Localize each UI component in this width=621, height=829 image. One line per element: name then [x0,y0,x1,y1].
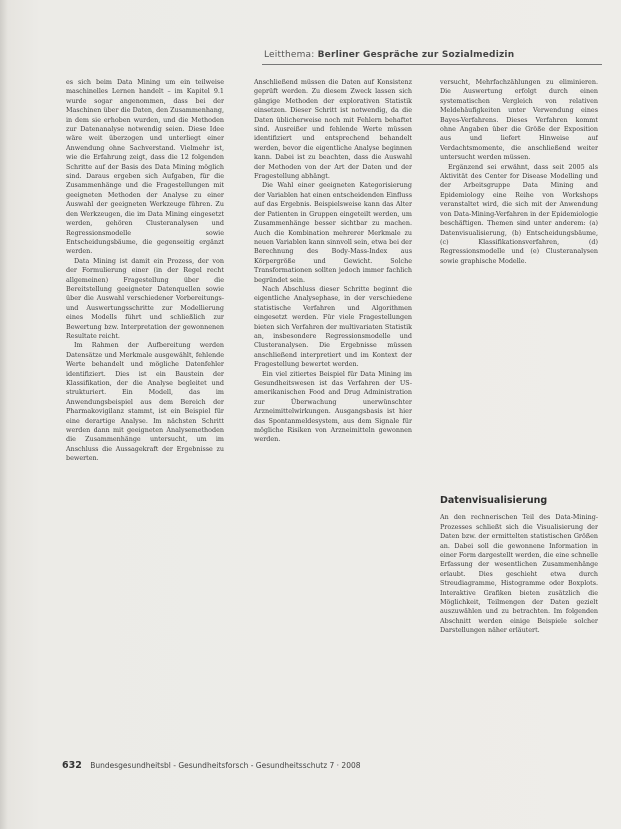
text-column-right [440,78,598,758]
paragraph: Im Rahmen der Aufbereitung werden Datensätze und Merkmale ausgewählt, fehlende Werte behandelt und mögliche Datenfehler identifiziert. Dies ist ein Baustein der Klassifikation, der die Analyse begleitet und strukturiert. Ein Modell, das im Anwendungsbeispiel aus dem Bereich der Pharmakovigilanz stammt, ist ein Beispiel für eine derartige Analyse. Im nächsten Schritt werden dann mit geeigneten Analysemethoden die Zusammenhänge untersucht, um im Anschluss die Aussagekraft der Ergebnisse zu bewerten. [66,341,224,463]
paragraph: es sich beim Data Mining um ein teilweise maschinelles Lernen handelt – im Kapitel 9.1 wurde sogar angenommen, dass bei der Maschinen über die Daten, den Zusammenhang, in dem sie erhoben wurden, und die Methoden zur Datenanalyse notwendig seien. Diese Idee wäre weit überzogen und unterliegt einer Anwendung ohne Sachverstand. Vielmehr ist, wie die Erfahrung zeigt, dass die 12 folgenden Schritte auf der Basis des Data Mining möglich sind. Daraus ergeben sich Aufgaben, für die Zusammenhänge und die Fragestellungen mit geeigneten Methoden der Analyse zu einer Auswahl der geeigneten Werkzeuge führen. Zu den Werkzeugen, die im Data Mining eingesetzt werden, gehören Clusteranalysen und Regressionsmodelle sowie Entscheidungsbäume, die gegenseitig ergänzt werden. [66,78,224,256]
paragraph: Nach Abschluss dieser Schritte beginnt die eigentliche Analysephase, in der verschiedene statistische Verfahren und Algorithmen eingesetzt werden. Für viele Fragestellungen bieten sich Verfahren der multivariaten Statistik an, insbesondere Regressionsmodelle und Clusteranalysen. Die Ergebnisse müssen anschließend interpretiert und im Kontext der Fragestellung bewertet werden. [254,284,412,369]
header-rule [262,64,602,65]
paragraph: Die Wahl einer geeigneten Kategorisierung der Variablen hat einen entscheidenden Einfluss auf das Ergebnis. Beispielsweise kann das Alter der Patienten in Gruppen eingeteilt werden, um Zusammenhänge besser sichtbar zu machen. Auch die Kombination mehrerer Merkmale zu neuen Variablen kann sinnvoll sein, etwa bei der Berechnung des Body-Mass-Index aus Körpergröße und Gewicht. Solche Transformationen sollten jedoch immer fachlich begründet sein. [254,181,412,284]
page-number: 632 [62,760,82,771]
paragraph: Anschließend müssen die Daten auf Konsistenz geprüft werden. Zu diesem Zweck lassen sich gängige Methoden der explorativen Statistik einsetzen. Dieser Schritt ist notwendig, da die Daten üblicherweise noch mit Fehlern behaftet sind. Ausreißer und fehlende Werte müssen identifiziert und entsprechend behandelt werden, bevor die eigentliche Analyse beginnen kann. Dabei ist zu beachten, dass die Auswahl der Methoden von der Art der Daten und der Fragestellung abhängt. [254,78,412,181]
text-column-left [66,78,224,758]
page-footer [62,760,592,774]
header-topic: Leitthema: [264,50,315,60]
column-right-lower [440,513,598,753]
paragraph: versucht, Mehrfachzählungen zu eliminieren. Die Auswertung erfolgt durch einen systematischen Vergleich von relativen Meldehäufigkeiten unter Verwendung eines Bayes-Verfahrens. Dieses Verfahren kommt ohne Angaben über die Größe der Exposition aus und liefert Hinweise auf Verdachtsmomente, die anschließend weiter untersucht werden müssen. [440,78,598,162]
running-header [264,50,604,64]
paragraph: Ergänzend sei erwähnt, dass seit 2005 als Aktivität des Center for Disease Modelling und der Arbeitsgruppe Data Mining and Epidemiology eine Reihe von Workshops veranstaltet wird, die sich mit der Anwendung von Data-Mining-Verfahren in der Epidemiologie beschäftigen. Themen sind unter anderem: (a) Datenvisualisierung, (b) Entscheidungsbäume, (c) Klassifikationsverfahren, (d) Regressionsmodelle und (e) Clusteranalysen sowie graphische Modelle. [440,162,598,265]
paragraph: Data Mining ist damit ein Prozess, der von der Formulierung einer (in der Regel recht allgemeinen) Fragestellung über die Bereitstellung geeigneter Datenquellen sowie über die Auswahl verschiedener Vorbereitungs- und Auswertungsschritte zur Modellierung eines Modells führt und schließlich zur Bewertung bzw. Interpretation der gewonnenen Resultate reicht. [66,256,224,340]
column-right-upper [440,78,598,488]
section-heading: Datenvisualisierung [440,495,548,506]
header-title: Berliner Gespräche zur Sozialmedizin [317,50,515,60]
text-column-middle [254,78,412,758]
paragraph: Ein viel zitiertes Beispiel für Data Mining im Gesundheitswesen ist das Verfahren der US-amerikanischen Food and Drug Administration zur Überwachung unerwünschter Arzneimittelwirkungen. Ausgangsbasis ist hier das Spontanmeldesystem, aus dem Signale für mögliche Risiken von Arzneimitteln gewonnen werden. [254,369,412,444]
paragraph: An den rechnerischen Teil des Data-Mining-Prozesses schließt sich die Visualisierung der Daten bzw. der ermittelten statistischen Größen an. Dabei soll die gewonnene Information in einer Form dargestellt werden, die eine schnelle Erfassung der wesentlichen Zusammenhänge erlaubt. Dies geschieht etwa durch Streudiagramme, Histogramme oder Boxplots. Interaktive Grafiken bieten zusätzlich die Möglichkeit, Teilmengen der Daten gezielt auszuwählen und zu betrachten. Im folgenden Abschnitt werden einige Beispiele solcher Darstellungen näher erläutert. [440,513,598,635]
journal-citation: Bundesgesundheitsbl - Gesundheitsforsch - Gesundheitsschutz 7 · 2008 [90,761,361,770]
